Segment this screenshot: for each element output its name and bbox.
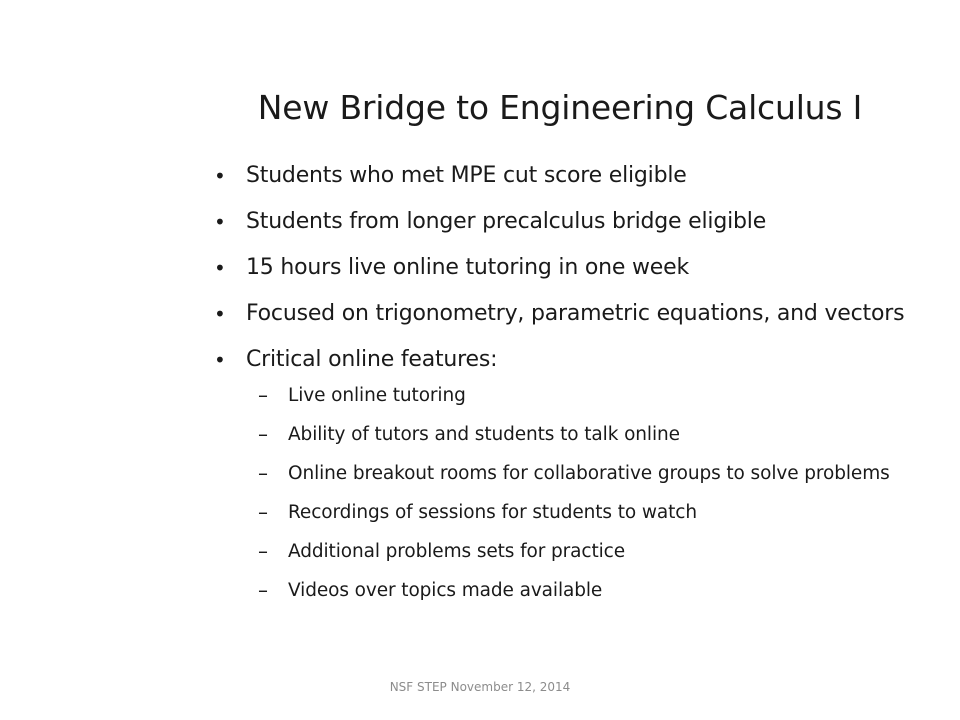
bullet-item bbox=[214, 298, 934, 330]
bullet-text: Students from longer precalculus bridge eligible bbox=[246, 209, 767, 234]
sub-bullet-marker: – bbox=[258, 539, 268, 563]
bullet-item bbox=[214, 160, 934, 192]
bullet-item bbox=[214, 206, 934, 238]
sub-bullet-text: Live online tutoring bbox=[288, 385, 466, 406]
sub-bullet-marker: – bbox=[258, 500, 268, 524]
sub-bullet-marker: – bbox=[258, 422, 268, 446]
sub-bullet-item bbox=[246, 421, 934, 448]
bullet-marker: • bbox=[214, 348, 226, 372]
bullet-list bbox=[214, 160, 934, 618]
bullet-item bbox=[214, 344, 934, 604]
slide-footer: NSF STEP November 12, 2014 bbox=[389, 680, 571, 694]
sub-bullet-item bbox=[246, 499, 934, 526]
sub-bullet-item bbox=[246, 538, 934, 565]
sub-bullet-list bbox=[246, 382, 934, 604]
sub-bullet-text: Online breakout rooms for collaborative groups to solve problems bbox=[288, 463, 890, 484]
sub-bullet-item bbox=[246, 460, 934, 487]
sub-bullet-text: Recordings of sessions for students to watch bbox=[288, 502, 697, 523]
sub-bullet-marker: – bbox=[258, 461, 268, 485]
bullet-text: Students who met MPE cut score eligible bbox=[246, 163, 687, 188]
bullet-marker: • bbox=[214, 210, 226, 234]
sub-bullet-item bbox=[246, 382, 934, 409]
bullet-marker: • bbox=[214, 302, 226, 326]
slide-title: New Bridge to Engineering Calculus I bbox=[257, 88, 863, 127]
sub-bullet-marker: – bbox=[258, 383, 268, 407]
sub-bullet-marker: – bbox=[258, 578, 268, 602]
bullet-text: Focused on trigonometry, parametric equations, and vectors bbox=[246, 301, 905, 326]
bullet-text: 15 hours live online tutoring in one week bbox=[246, 255, 690, 280]
sub-bullet-item bbox=[246, 577, 934, 604]
bullet-item bbox=[214, 252, 934, 284]
sub-bullet-text: Additional problems sets for practice bbox=[288, 541, 626, 562]
sub-bullet-text: Ability of tutors and students to talk online bbox=[288, 424, 680, 445]
sub-bullet-text: Videos over topics made available bbox=[288, 580, 603, 601]
bullet-marker: • bbox=[214, 164, 226, 188]
bullet-marker: • bbox=[214, 256, 226, 280]
bullet-text: Critical online features: bbox=[246, 347, 498, 372]
